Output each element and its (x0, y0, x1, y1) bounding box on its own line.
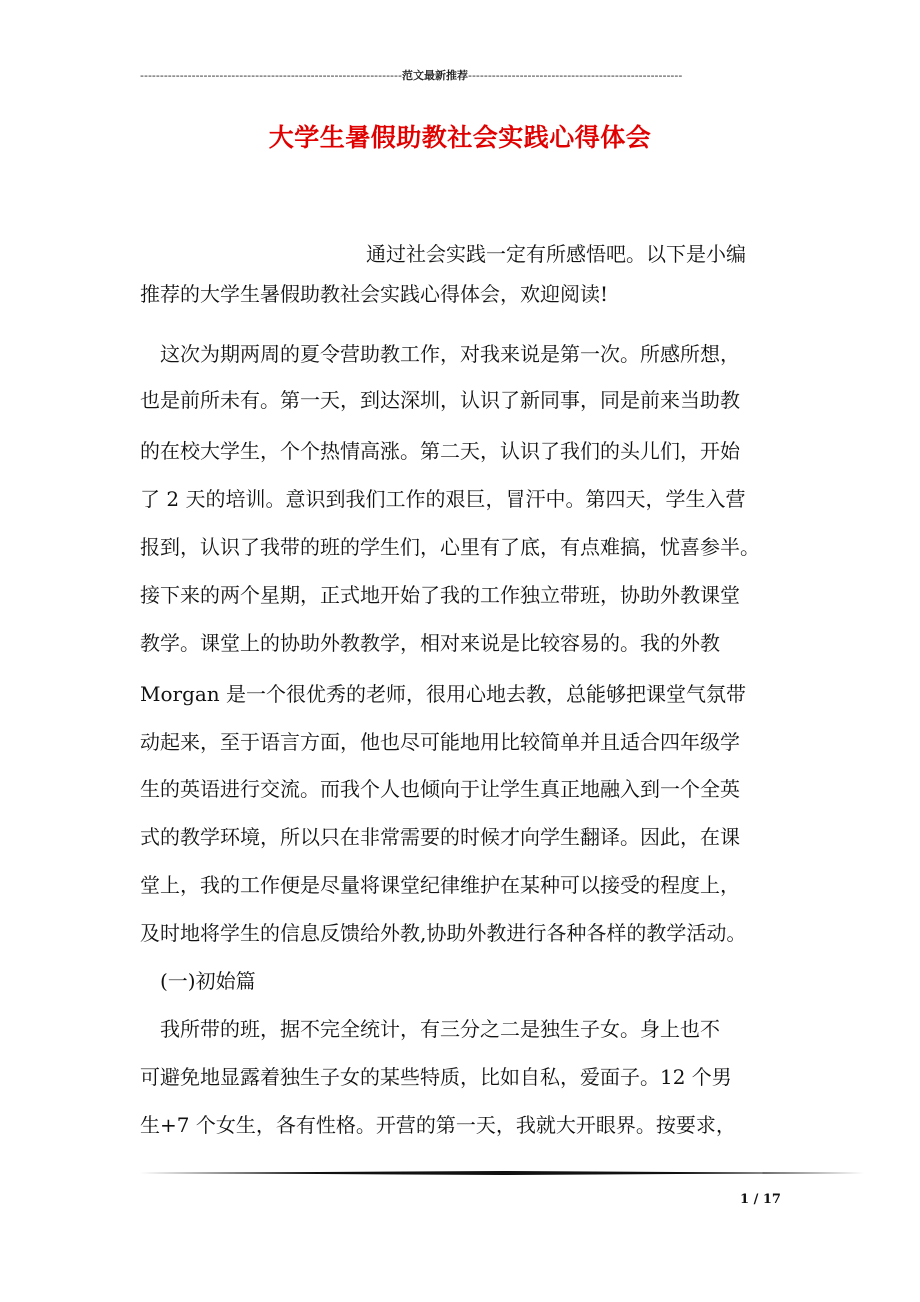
body-line: 我所带的班，据不完全统计，有三分之二是独生子女。身上也不 (140, 1017, 720, 1041)
body-line: 通过社会实践一定有所感悟吧。以下是小编 (366, 242, 746, 266)
body-line: 动起来，至于语言方面，他也尽可能地用比较简单并且适合四年级学 (140, 730, 740, 754)
body-line: 式的教学环境，所以只在非常需要的时候才向学生翻译。因此，在课 (140, 825, 740, 849)
header-left-dashes: ------------------------------------------------------------------ (140, 69, 402, 82)
body-line: 生的英语进行交流。而我个人也倾向于让学生真正地融入到一个全英 (140, 777, 740, 801)
page-number: 1 / 17 (740, 1192, 781, 1207)
header-label: 范文最新推荐 (401, 69, 468, 82)
body-line: 接下来的两个星期，正式地开始了我的工作独立带班，协助外教课堂 (140, 583, 740, 607)
body-line: 及时地将学生的信息反馈给外教,协助外教进行各种各样的教学活动。 (140, 921, 747, 945)
body-line: 可避免地显露着独生子女的某些特质，比如自私，爱面子。12 个男 (140, 1065, 732, 1089)
body-line: 了 2 天的培训。意识到我们工作的艰巨，冒汗中。第四天，学生入营 (140, 487, 746, 511)
body-line: 的在校大学生，个个热情高涨。第二天，认识了我们的头儿们，开始 (140, 439, 740, 463)
section-heading: (一)初始篇 (140, 969, 256, 993)
header-right-dashes: ------------------------------------------------------ (467, 69, 683, 82)
body-line: 生+7 个女生，各有性格。开营的第一天，我就大开眼界。按要求， (140, 1113, 736, 1137)
footer-rule (140, 1171, 864, 1175)
body-line: 这次为期两周的夏令营助教工作，对我来说是第一次。所感所想， (140, 342, 740, 366)
body-line: 教学。课堂上的协助外教教学，相对来说是比较容易的。我的外教 (140, 631, 720, 655)
body-line: 堂上，我的工作便是尽量将课堂纪律维护在某种可以接受的程度上， (140, 873, 740, 897)
document-title: 大学生暑假助教社会实践心得体会 (268, 123, 652, 152)
running-header (140, 66, 768, 86)
body-line: 推荐的大学生暑假助教社会实践心得体会，欢迎阅读! (140, 282, 609, 306)
body-line: 也是前所未有。第一天，到达深圳，认识了新同事，同是前来当助教 (140, 388, 740, 412)
body-line: 报到，认识了我带的班的学生们，心里有了底，有点难搞，忧喜参半。 (140, 535, 760, 559)
body-line: Morgan 是一个很优秀的老师，很用心地去教，总能够把课堂气氛带 (140, 682, 747, 706)
